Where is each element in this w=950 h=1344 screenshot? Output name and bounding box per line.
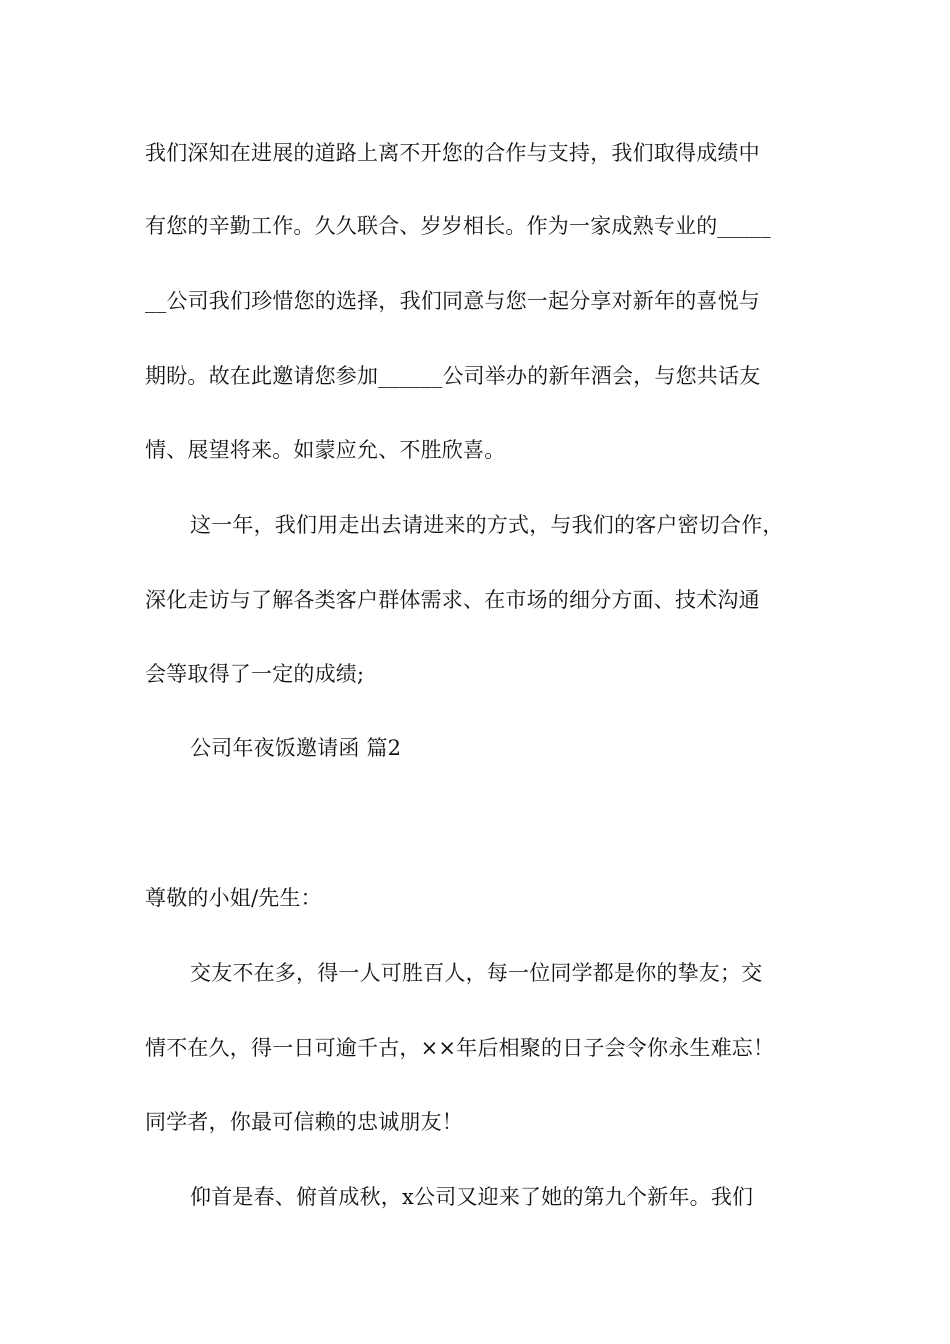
- section-heading: 公司年夜饭邀请函 篇2: [190, 736, 402, 760]
- paragraph-line: 我们深知在进展的道路上离不开您的合作与支持，我们取得成绩中: [145, 141, 760, 165]
- paragraph-line: __公司我们珍惜您的选择，我们同意与您一起分享对新年的喜悦与: [145, 289, 760, 313]
- paragraph-line: 交友不在多，得一人可胜百人，每一位同学都是你的挚友；交: [190, 961, 763, 985]
- paragraph-line: 有您的辛勤工作。久久联合、岁岁相长。作为一家成熟专业的_____: [145, 214, 771, 238]
- paragraph-line: 同学者，你最可信赖的忠诚朋友！: [145, 1110, 463, 1134]
- paragraph-line: 情不在久，得一日可逾千古，××年后相聚的日子会令你永生难忘！: [145, 1036, 775, 1060]
- salutation: 尊敬的小姐/先生：: [145, 886, 322, 910]
- paragraph-line: 仰首是春、俯首成秋，x公司又迎来了她的第九个新年。我们: [190, 1185, 754, 1209]
- paragraph-line: 会等取得了一定的成绩;: [145, 662, 365, 686]
- paragraph-line: 深化走访与了解各类客户群体需求、在市场的细分方面、技术沟通: [145, 588, 760, 612]
- paragraph-line: 期盼。故在此邀请您参加______公司举办的新年酒会，与您共话友: [145, 364, 761, 388]
- paragraph-line: 这一年，我们用走出去请进来的方式，与我们的客户密切合作，: [190, 513, 784, 537]
- paragraph-line: 情、展望将来。如蒙应允、不胜欣喜。: [145, 438, 506, 462]
